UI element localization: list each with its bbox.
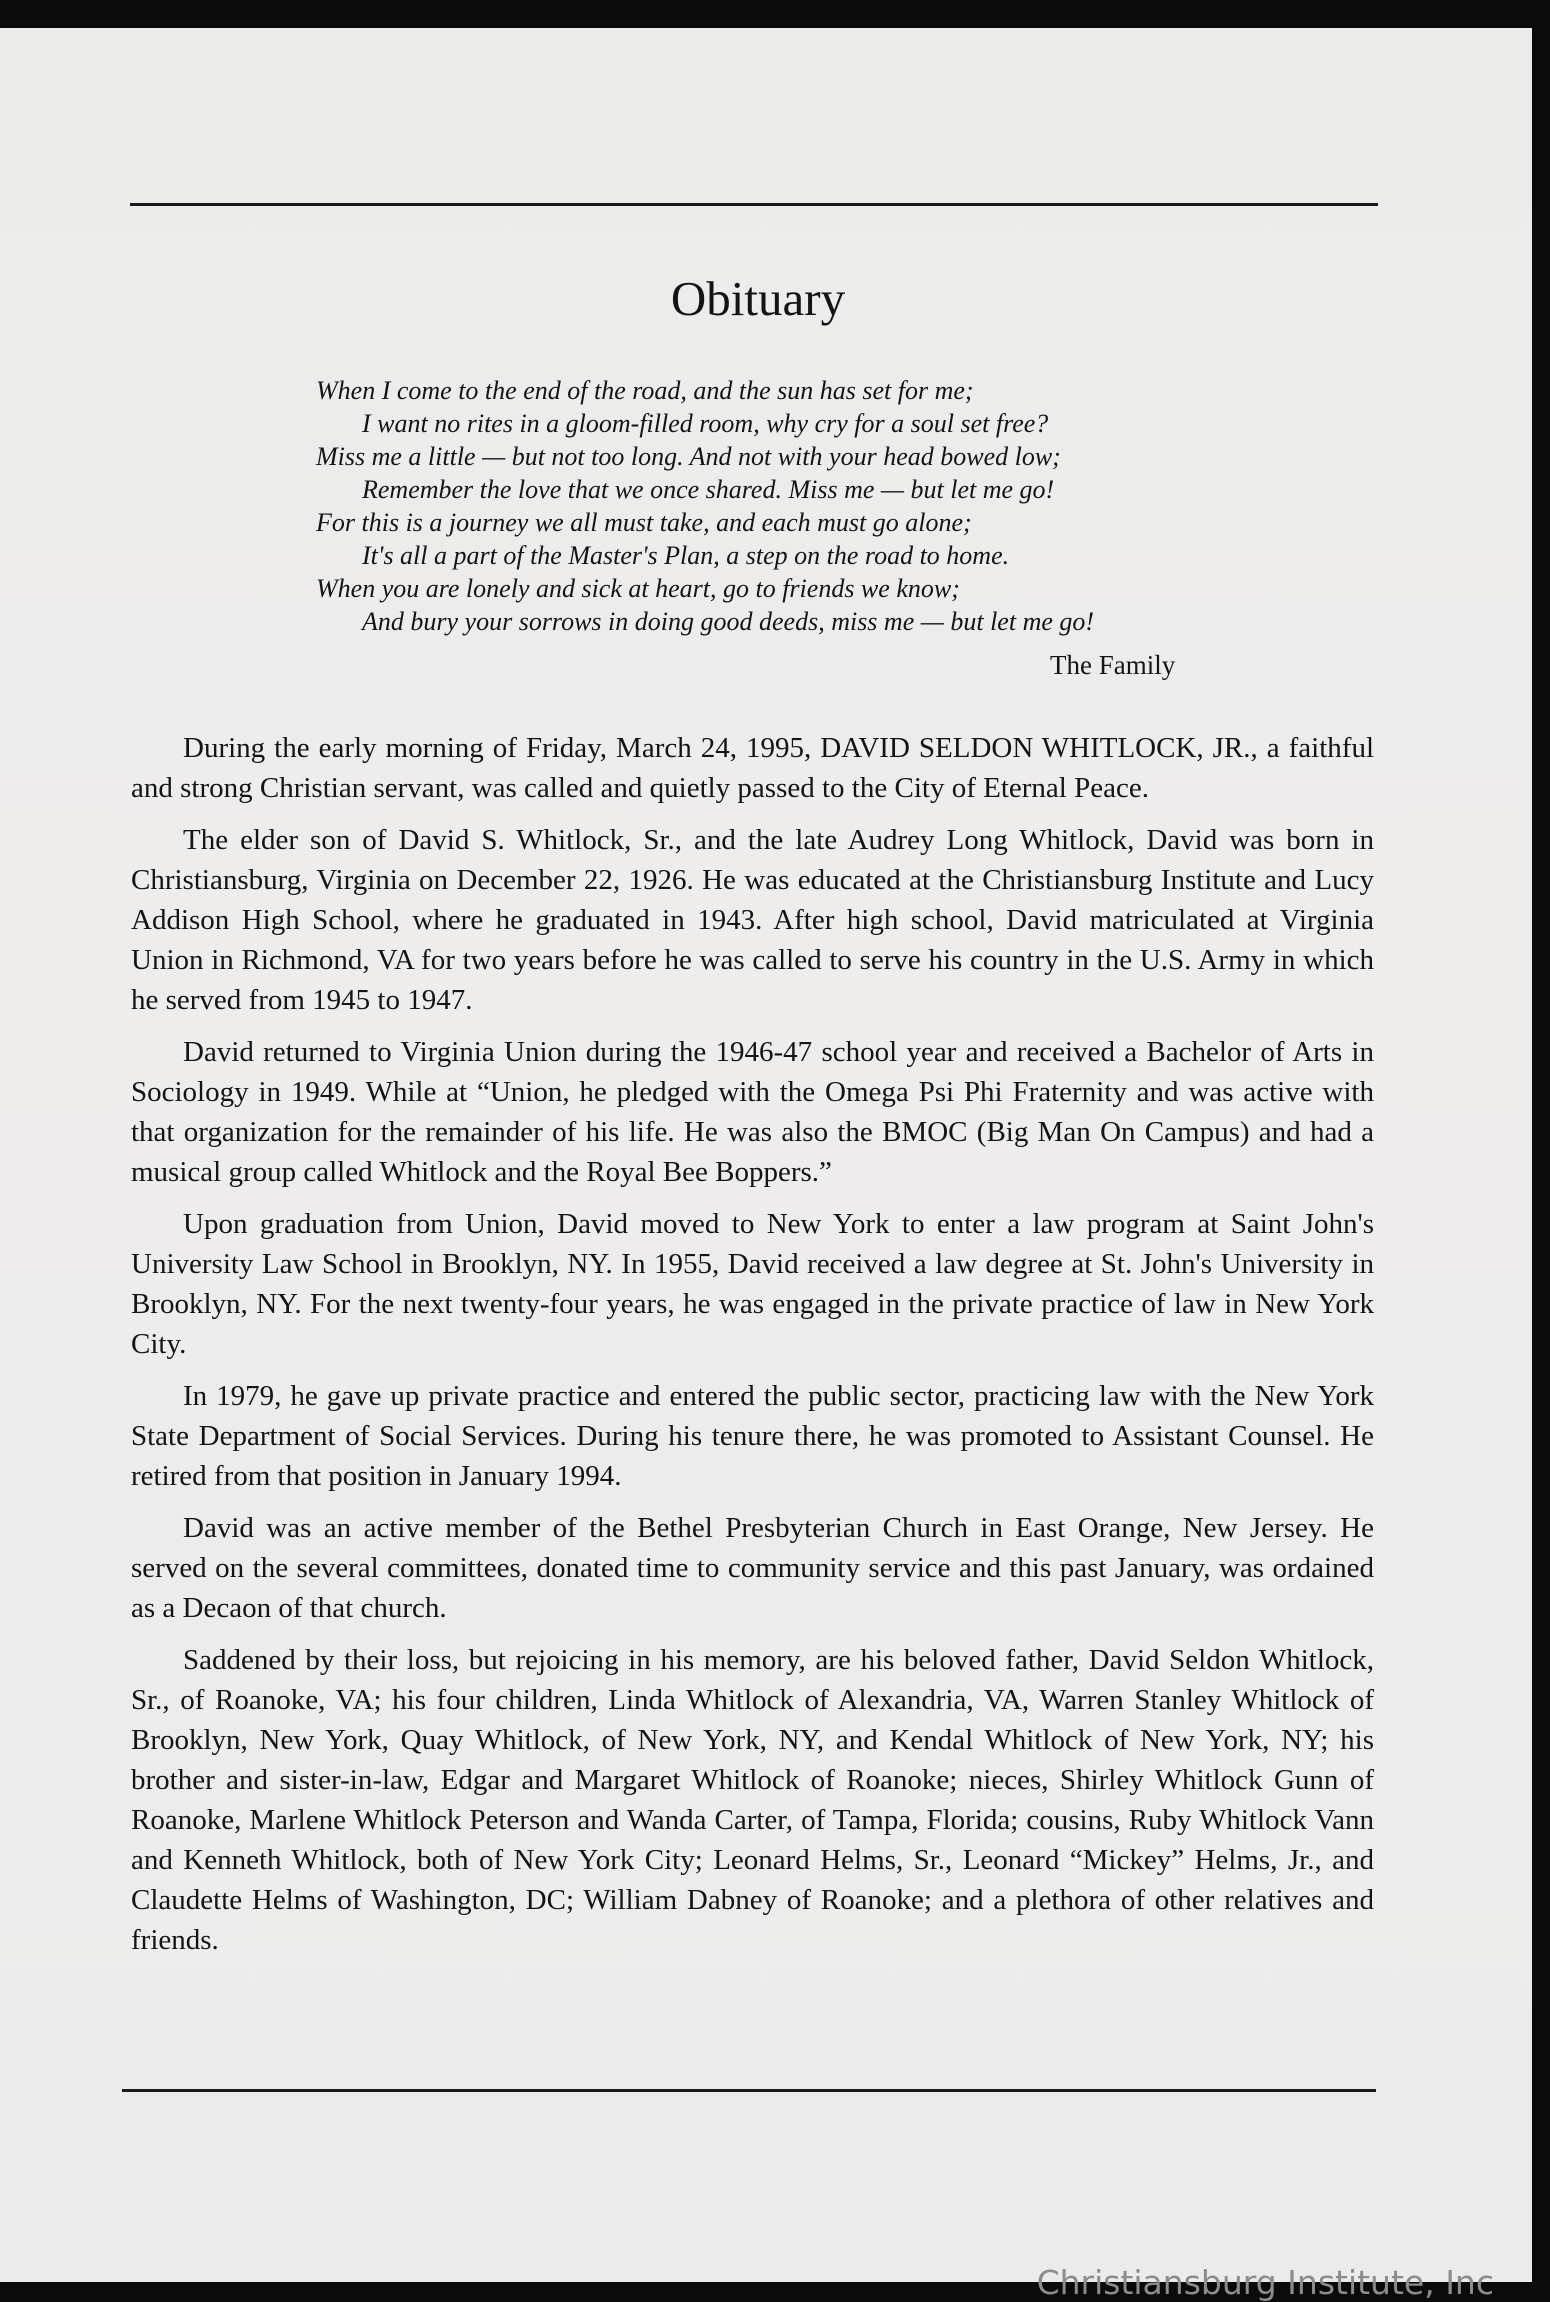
poem-line: For this is a journey we all must take, and each must go alone; bbox=[316, 508, 972, 537]
paragraph: The elder son of David S. Whitlock, Sr., and the late Audrey Long Whitlock, David was born in Christiansburg, Virginia on December 22, 1926. He was educated at the Christiansburg Institute and Lucy Addison High School, where he graduated in 1943. After high school, David matriculated at Virginia Union in Richmond, VA for two years before he was called to serve his country in the U.S. Army in which he served from 1945 to 1947. bbox=[131, 824, 1374, 1016]
top-rule bbox=[130, 203, 1378, 206]
page-title: Obituary bbox=[670, 271, 846, 326]
paragraph: During the early morning of Friday, March 24, 1995, DAVID SELDON WHITLOCK, JR., a faithful and strong Christian servant, was called and quietly passed to the City of Eternal Peace. bbox=[131, 732, 1374, 804]
paragraph: In 1979, he gave up private practice and entered the public sector, practicing law with the New York State Department of Social Services. During his tenure there, he was promoted to Assistant Counsel. He retired from that position in January 1994. bbox=[131, 1380, 1374, 1492]
paragraph: David returned to Virginia Union during the 1946-47 school year and received a Bachelor of Arts in Sociology in 1949. While at “Union, he pledged with the Omega Psi Phi Fraternity and was active with that organization for the remainder of his life. He was also the BMOC (Big Man On Campus) and had a musical group called Whitlock and the Royal Bee Boppers.” bbox=[131, 1036, 1374, 1188]
paragraph: Upon graduation from Union, David moved to New York to enter a law program at Saint John's University Law School in Brooklyn, NY. In 1955, David received a law degree at St. John's University in Brooklyn, NY. For the next twenty-four years, he was engaged in the private practice of law in New York City. bbox=[131, 1208, 1374, 1360]
poem bbox=[316, 374, 1216, 638]
poem-line: Miss me a little — but not too long. And not with your head bowed low; bbox=[316, 442, 1061, 471]
obituary-body bbox=[131, 728, 1374, 1972]
poem-line: Remember the love that we once shared. Miss me — but let me go! bbox=[362, 475, 1055, 504]
poem-line: When I come to the end of the road, and the sun has set for me; bbox=[316, 376, 974, 405]
poem-line: I want no rites in a gloom-filled room, why cry for a soul set free? bbox=[362, 409, 1049, 438]
poem-line: And bury your sorrows in doing good deeds, miss me — but let me go! bbox=[362, 607, 1095, 636]
bottom-rule bbox=[122, 2089, 1376, 2092]
poem-attribution: The Family bbox=[1050, 650, 1176, 680]
watermark: Christiansburg Institute, Inc bbox=[1036, 2263, 1494, 2302]
paragraph: Saddened by their loss, but rejoicing in his memory, are his beloved father, David Seldon Whitlock, Sr., of Roanoke, VA; his four children, Linda Whitlock of Alexandria, VA, Warren Stanley Whitlock of Brooklyn, New York, Quay Whitlock, of New York, NY, and Kendal Whitlock of New York, NY; his brother and sister-in-law, Edgar and Margaret Whitlock of Roanoke; nieces, Shirley Whitlock Gunn of Roanoke, Marlene Whitlock Peterson and Wanda Carter, of Tampa, Florida; cousins, Ruby Whitlock Vann and Kenneth Whitlock, both of New York City; Leonard Helms, Sr., Leonard “Mickey” Helms, Jr., and Claudette Helms of Washington, DC; William Dabney of Roanoke; and a plethora of other relatives and friends. bbox=[131, 1644, 1374, 1956]
document-page bbox=[0, 28, 1532, 2282]
paragraph: David was an active member of the Bethel Presbyterian Church in East Orange, New Jersey. He served on the several committees, donated time to community service and this past January, was ordained as a Decaon of that church. bbox=[131, 1512, 1374, 1624]
poem-line: When you are lonely and sick at heart, go to friends we know; bbox=[316, 574, 960, 603]
poem-line: It's all a part of the Master's Plan, a step on the road to home. bbox=[362, 541, 1010, 570]
